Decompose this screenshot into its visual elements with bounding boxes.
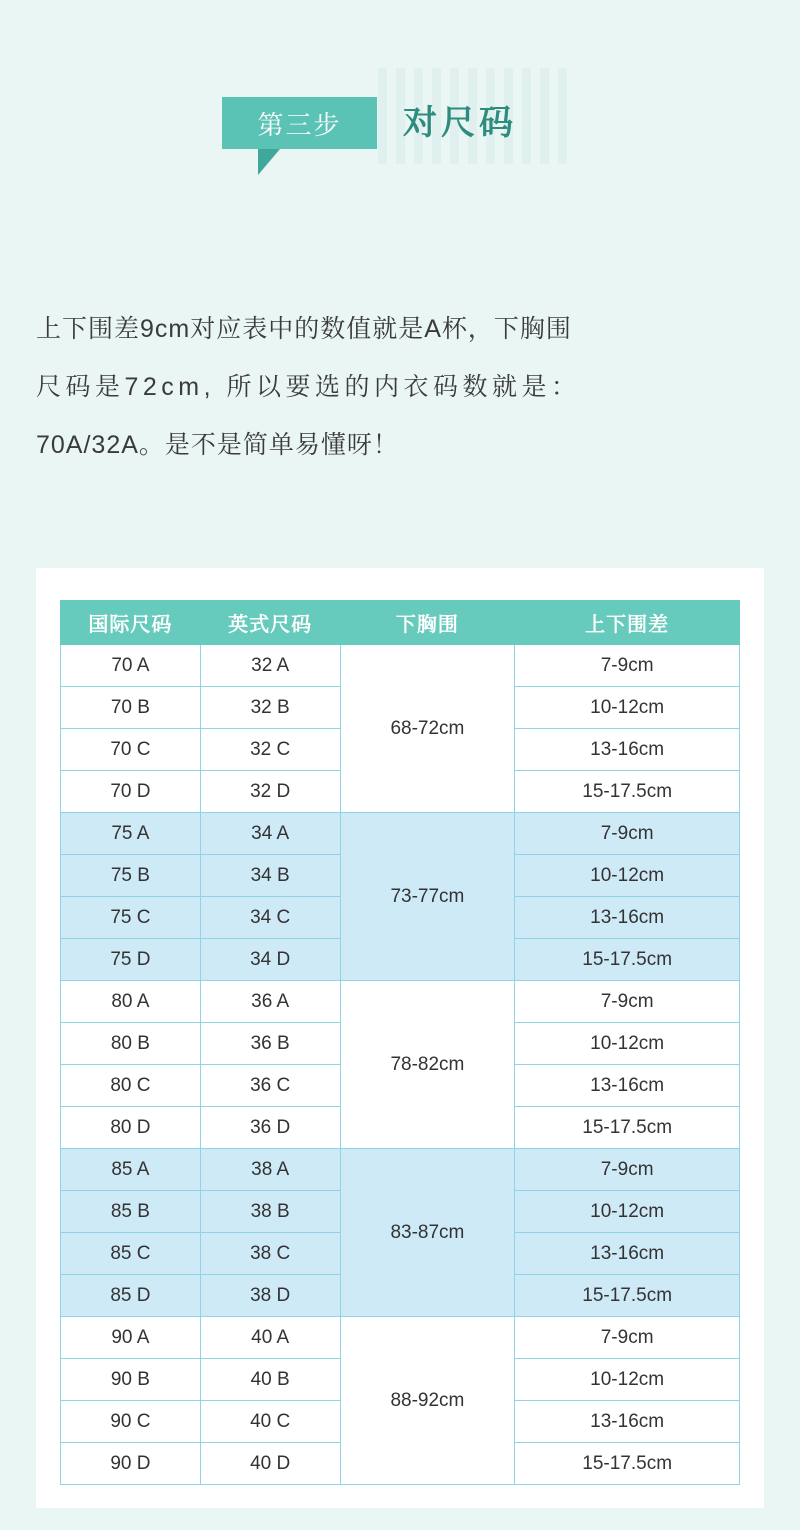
step-badge-fold xyxy=(258,149,280,175)
cell-intl-size: 85 C xyxy=(61,1233,201,1275)
description-paragraph xyxy=(36,300,776,474)
column-header-intl: 国际尺码 xyxy=(61,601,201,645)
cell-difference: 10-12cm xyxy=(515,855,740,897)
cell-uk-size: 36 A xyxy=(200,981,340,1023)
cell-difference: 15-17.5cm xyxy=(515,1107,740,1149)
cell-underbust-range: 88-92cm xyxy=(340,1317,515,1485)
cell-difference: 15-17.5cm xyxy=(515,771,740,813)
page-title: 对尺码 xyxy=(403,104,517,142)
cell-uk-size: 36 B xyxy=(200,1023,340,1065)
cell-intl-size: 85 D xyxy=(61,1275,201,1317)
cell-difference: 13-16cm xyxy=(515,897,740,939)
paragraph-line-2: 尺码是72cm, 所以要选的内衣码数就是： xyxy=(36,373,581,401)
cell-underbust-range: 83-87cm xyxy=(340,1149,515,1317)
cell-uk-size: 38 C xyxy=(200,1233,340,1275)
cell-intl-size: 70 C xyxy=(61,729,201,771)
cell-difference: 13-16cm xyxy=(515,1065,740,1107)
paragraph-line-1: 上下围差9cm对应表中的数值就是A杯，下胸围 xyxy=(36,315,572,343)
cell-uk-size: 34 A xyxy=(200,813,340,855)
cell-difference: 15-17.5cm xyxy=(515,1275,740,1317)
cell-intl-size: 75 C xyxy=(61,897,201,939)
cell-difference: 10-12cm xyxy=(515,1359,740,1401)
paragraph-line-3: 70A/32A。是不是简单易懂呀！ xyxy=(36,431,399,459)
cell-difference: 13-16cm xyxy=(515,729,740,771)
table-row xyxy=(61,1317,740,1359)
cell-uk-size: 32 D xyxy=(200,771,340,813)
cell-intl-size: 80 C xyxy=(61,1065,201,1107)
cell-difference: 13-16cm xyxy=(515,1401,740,1443)
cell-intl-size: 85 A xyxy=(61,1149,201,1191)
cell-intl-size: 85 B xyxy=(61,1191,201,1233)
column-header-difference: 上下围差 xyxy=(515,601,740,645)
cell-uk-size: 34 C xyxy=(200,897,340,939)
cell-intl-size: 90 D xyxy=(61,1443,201,1485)
cell-intl-size: 75 D xyxy=(61,939,201,981)
cell-uk-size: 32 C xyxy=(200,729,340,771)
cell-uk-size: 40 C xyxy=(200,1401,340,1443)
cell-uk-size: 40 D xyxy=(200,1443,340,1485)
cell-difference: 7-9cm xyxy=(515,981,740,1023)
cell-uk-size: 36 D xyxy=(200,1107,340,1149)
cell-difference: 7-9cm xyxy=(515,813,740,855)
cell-difference: 10-12cm xyxy=(515,687,740,729)
cell-intl-size: 90 A xyxy=(61,1317,201,1359)
cell-difference: 15-17.5cm xyxy=(515,1443,740,1485)
cell-uk-size: 38 D xyxy=(200,1275,340,1317)
cell-underbust-range: 73-77cm xyxy=(340,813,515,981)
cell-uk-size: 40 B xyxy=(200,1359,340,1401)
cell-intl-size: 75 A xyxy=(61,813,201,855)
column-header-underbust: 下胸围 xyxy=(340,601,515,645)
cell-difference: 10-12cm xyxy=(515,1023,740,1065)
cell-uk-size: 34 B xyxy=(200,855,340,897)
cell-difference: 15-17.5cm xyxy=(515,939,740,981)
size-table-card xyxy=(36,568,764,1508)
size-table-head xyxy=(61,601,740,645)
size-table xyxy=(60,600,740,1485)
cell-underbust-range: 68-72cm xyxy=(340,645,515,813)
cell-intl-size: 70 B xyxy=(61,687,201,729)
cell-uk-size: 38 A xyxy=(200,1149,340,1191)
table-row xyxy=(61,1149,740,1191)
cell-difference: 13-16cm xyxy=(515,1233,740,1275)
table-row xyxy=(61,645,740,687)
size-table-body xyxy=(61,645,740,1485)
cell-intl-size: 80 A xyxy=(61,981,201,1023)
cell-difference: 7-9cm xyxy=(515,1317,740,1359)
cell-difference: 10-12cm xyxy=(515,1191,740,1233)
cell-uk-size: 38 B xyxy=(200,1191,340,1233)
cell-intl-size: 90 C xyxy=(61,1401,201,1443)
size-table-header-row xyxy=(61,601,740,645)
cell-difference: 7-9cm xyxy=(515,645,740,687)
cell-uk-size: 32 B xyxy=(200,687,340,729)
cell-intl-size: 80 D xyxy=(61,1107,201,1149)
cell-intl-size: 70 A xyxy=(61,645,201,687)
cell-intl-size: 75 B xyxy=(61,855,201,897)
cell-intl-size: 80 B xyxy=(61,1023,201,1065)
cell-intl-size: 90 B xyxy=(61,1359,201,1401)
cell-uk-size: 32 A xyxy=(200,645,340,687)
header-banner xyxy=(0,0,800,250)
table-row xyxy=(61,981,740,1023)
cell-underbust-range: 78-82cm xyxy=(340,981,515,1149)
cell-intl-size: 70 D xyxy=(61,771,201,813)
cell-uk-size: 36 C xyxy=(200,1065,340,1107)
column-header-uk: 英式尺码 xyxy=(200,601,340,645)
step-badge: 第三步 xyxy=(222,97,377,149)
table-row xyxy=(61,813,740,855)
cell-uk-size: 34 D xyxy=(200,939,340,981)
cell-difference: 7-9cm xyxy=(515,1149,740,1191)
cell-uk-size: 40 A xyxy=(200,1317,340,1359)
